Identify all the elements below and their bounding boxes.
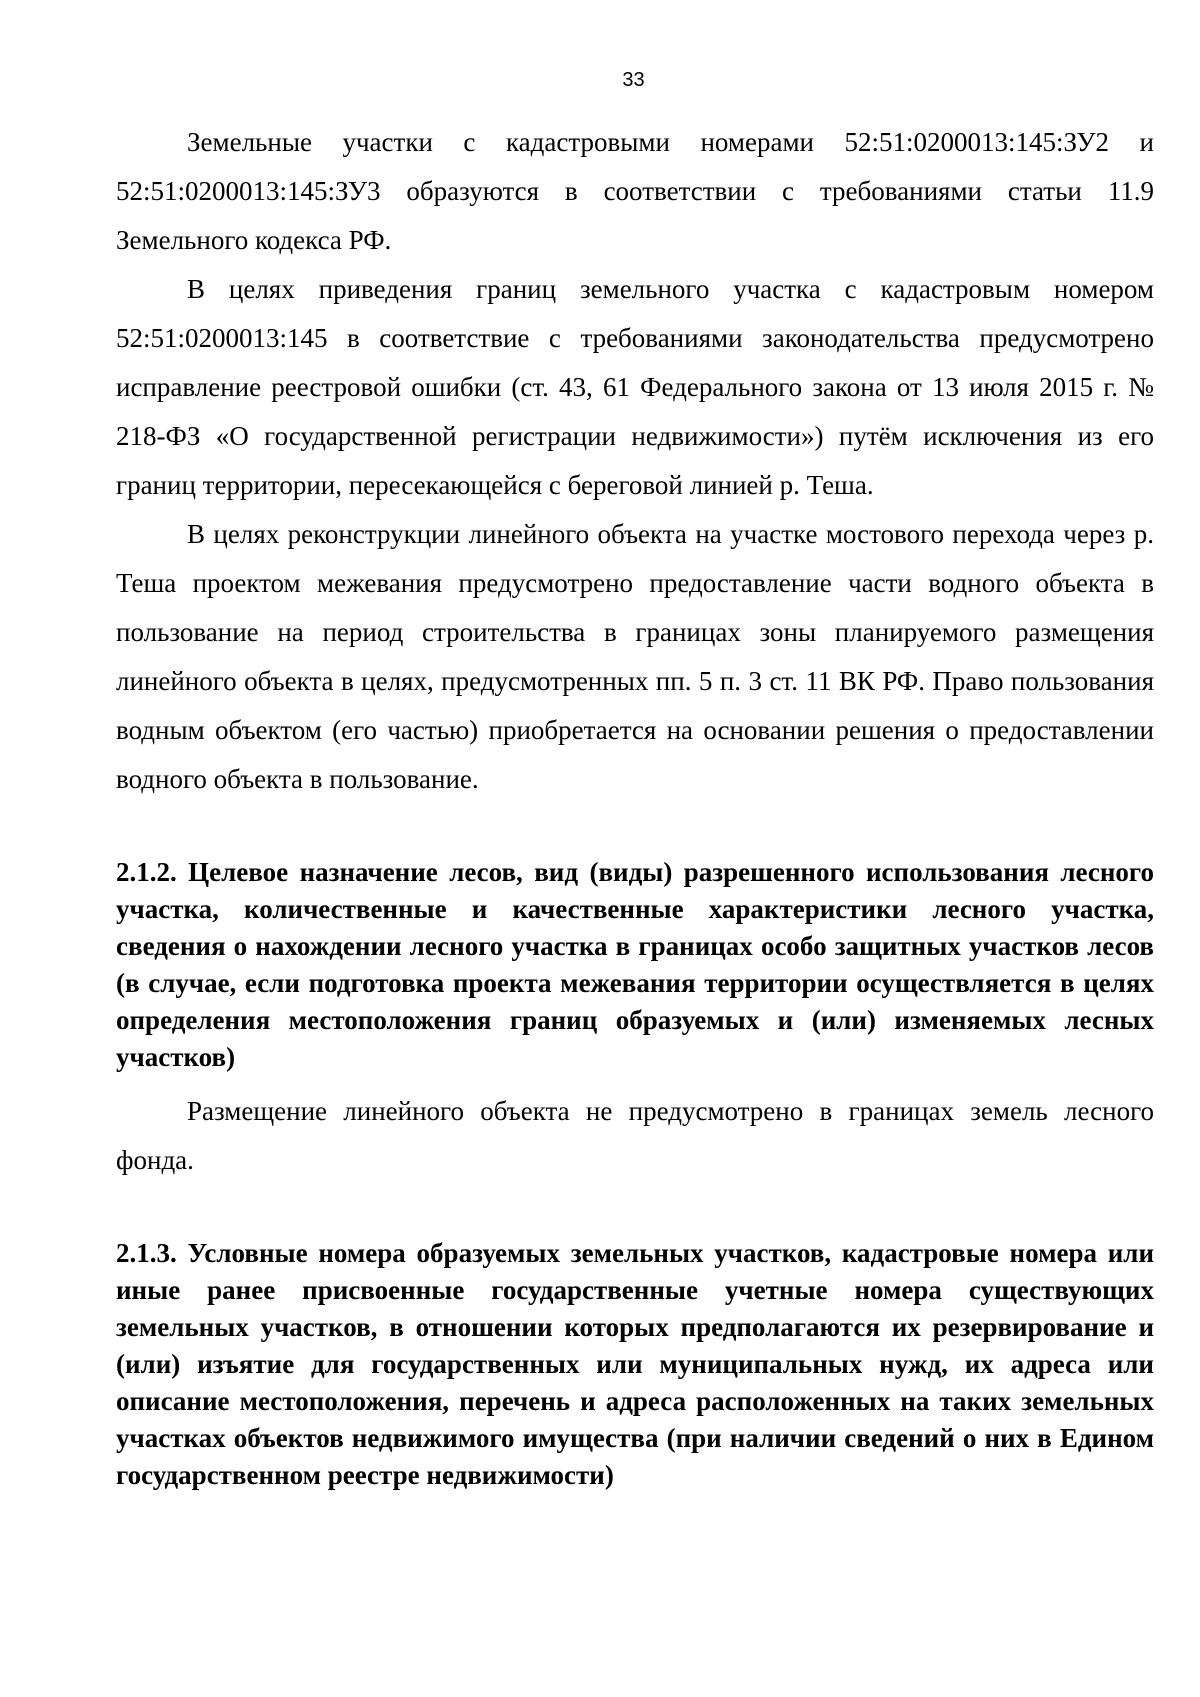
section-heading-2-1-2: 2.1.2. Целевое назначение лесов, вид (виды) разрешенного использования лесного участка, количественные и качественные характеристики лесного участка, сведения о нахождении лесного участка в границах особо защитных участков лесов (в случае, если подготовка проекта межевания территории осуществляется в целях определения местоположения границ образуемых и (или) изменяемых лесных участков) xyxy=(116,857,1154,1072)
paragraph-water-object: В целях реконструкции линейного объекта на участке мостового перехода через р. Теша проектом межевания предусмотрено предоставление части водного объекта в пользование на период строительства в границах зоны планируемого размещения линейного объекта в целях, предусмотренных пп. 5 п. 3 ст. 11 ВК РФ. Право пользования водным объектом (его частью) приобретается на основании решения о предоставлении водного объекта в пользование. xyxy=(116,519,1154,794)
document-body xyxy=(116,118,1154,1494)
paragraph-land-plots: Земельные участки с кадастровыми номерами 52:51:0200013:145:ЗУ2 и 52:51:0200013:145:ЗУ3 образуются в соответствии с требованиями статьи 11.9 Земельного кодекса РФ. xyxy=(116,127,1154,255)
paragraph-registry-error: В целях приведения границ земельного участка с кадастровым номером 52:51:0200013:145 в соответствие с требованиями законодательства предусмотрено исправление реестровой ошибки (ст. 43, 61 Федерального закона от 13 июля 2015 г. № 218-ФЗ «О государственной регистрации недвижимости») путём исключения из его границ территории, пересекающейся с береговой линией р. Теша. xyxy=(116,274,1154,500)
section-heading-2-1-3: 2.1.3. Условные номера образуемых земельных участков, кадастровые номера или иные ранее присвоенные государственные учетные номера существующих земельных участков, в отношении которых предполагаются их резервирование и (или) изъятие для государственных или муниципальных нужд, их адреса или описание местоположения, перечень и адреса расположенных на таких земельных участках объектов недвижимого имущества (при наличии сведений о них в Едином государственном реестре недвижимости) xyxy=(116,1238,1154,1490)
paragraph-forest-fund: Размещение линейного объекта не предусмотрено в границах земель лесного фонда. xyxy=(116,1096,1154,1175)
page-number: 33 xyxy=(622,69,645,91)
